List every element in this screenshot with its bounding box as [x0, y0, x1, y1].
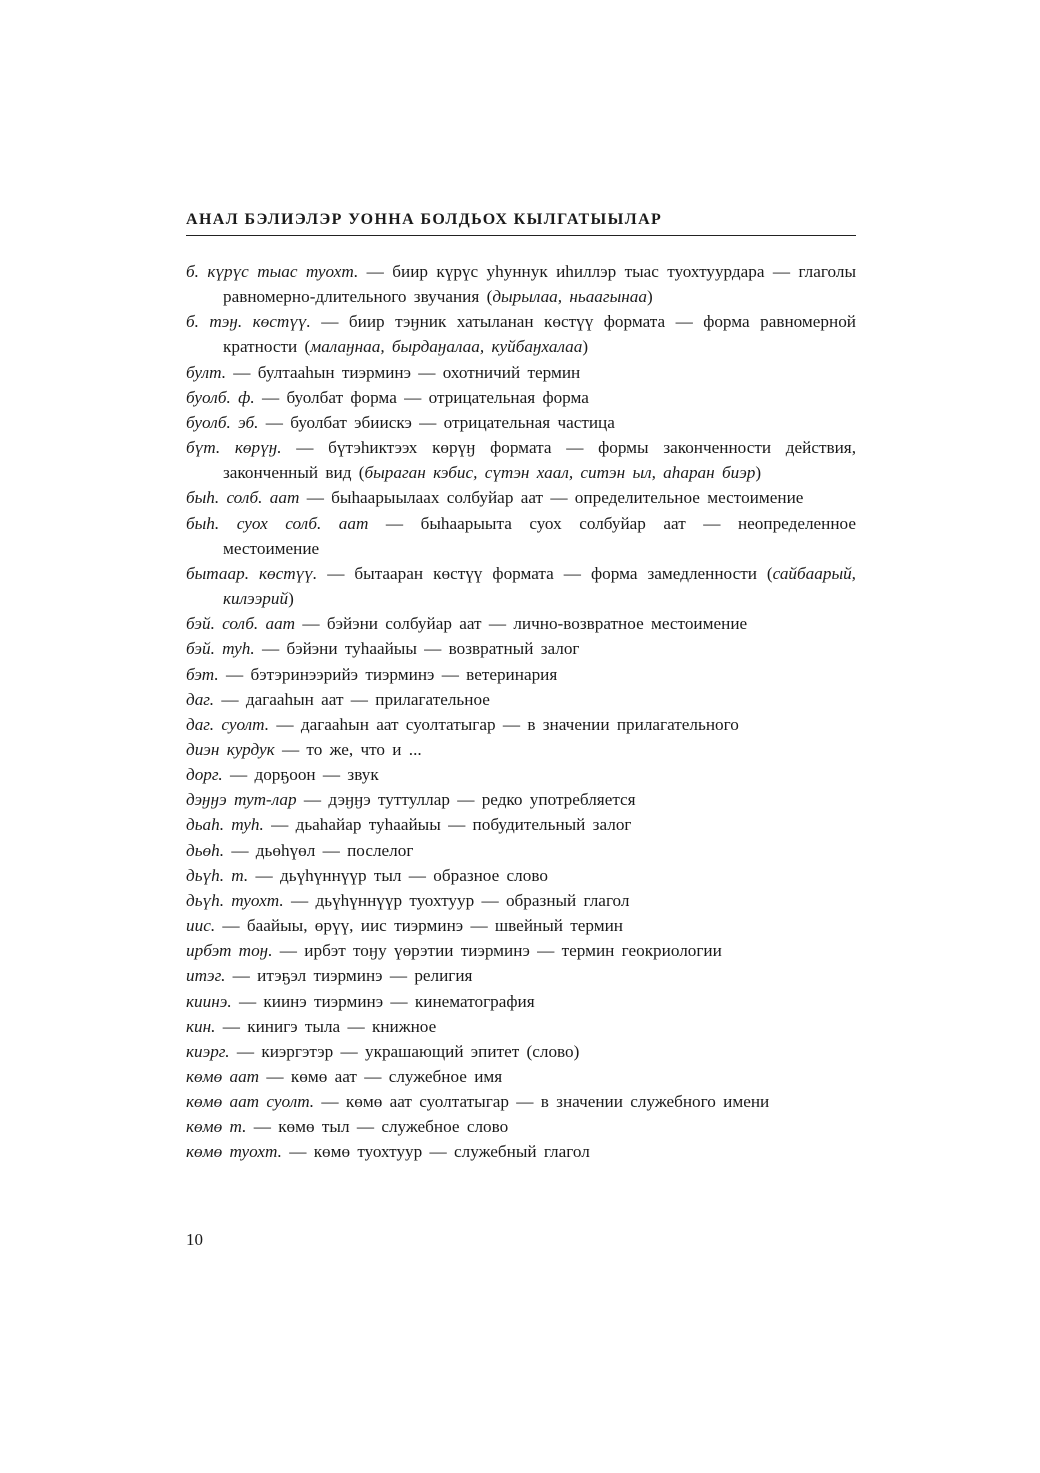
entry-abbreviation: бүт. көрүӈ.	[186, 438, 282, 458]
entry-definition: — бултааһын тиэрминэ — охотничий термин	[226, 362, 581, 382]
entry-definition: — биир күрүс уһуннук иһиллэр тыас туохтуурдара — глаголы равномерно-длительного звучания (	[223, 262, 856, 307]
abbreviation-entry	[186, 1064, 856, 1089]
abbreviation-entry	[186, 989, 856, 1014]
abbreviation-entry	[186, 410, 856, 435]
entry-abbreviation: иис.	[186, 916, 216, 936]
running-header	[186, 211, 856, 236]
abbreviation-entry	[186, 511, 856, 561]
entry-example: бырагaн кэбис, сүтэн хаал, ситэн ыл, аһаран биэр	[364, 463, 756, 483]
entry-abbreviation: быһ. суох солб. аат	[186, 513, 369, 533]
entry-definition: — биир тэӈник хатыланан көстүү формата — форма равномерной кратности (	[223, 312, 856, 357]
entry-definition: — бэйэни солбуйар аат — лично-возвратное местоимение	[295, 614, 748, 634]
page-number: 10	[186, 1230, 203, 1249]
abbreviation-entry	[186, 712, 856, 737]
entry-definition: — бытааран көстүү формата — форма замедленности (	[317, 563, 773, 583]
entry-example: сайбаарый, килээрий	[223, 563, 856, 609]
entry-abbreviation: бэт.	[186, 664, 219, 684]
abbreviation-entry	[186, 662, 856, 687]
entry-definition: — бэйэни туһаайыы — возвратный залог	[254, 639, 580, 659]
entry-abbreviation: киинэ.	[186, 991, 232, 1011]
entry-example: малаӈнаа, бырдаӈалаа, куйбаӈхалаа	[310, 337, 583, 357]
entry-definition: — дэӈӈэ туттуллар — редко употребляется	[296, 790, 636, 810]
abbreviation-entry	[186, 762, 856, 787]
entry-abbreviation: дьөһ.	[186, 840, 225, 860]
entry-definition: — дьүһүннүүр тыл — образное слово	[248, 865, 548, 885]
entry-abbreviation: даг. суолт.	[186, 714, 270, 734]
entry-abbreviation: б. күрүс тыас туохт.	[186, 262, 359, 281]
entry-definition: — көмө туохтуур — служебный глагол	[281, 1142, 590, 1162]
entry-abbreviation: бэй. туһ.	[186, 639, 255, 659]
entry-abbreviation: кин.	[186, 1016, 216, 1036]
abbreviation-entry	[186, 938, 856, 963]
abbreviation-entry	[186, 611, 856, 636]
entry-abbreviation: диэн курдук	[186, 739, 275, 759]
entry-abbreviation: бытаар. көстүү.	[186, 563, 318, 583]
abbreviation-entry	[186, 687, 856, 712]
abbreviation-entry	[186, 561, 856, 611]
entry-abbreviation: бэй. солб. аат	[186, 614, 296, 634]
abbreviation-entry	[186, 259, 856, 309]
entry-definition: — кинигэ тыла — книжное	[215, 1016, 437, 1036]
entry-closing: )	[755, 463, 762, 483]
abbreviation-entry	[186, 435, 856, 485]
entry-abbreviation: даг.	[186, 689, 215, 709]
abbreviation-entry	[186, 1014, 856, 1039]
entry-abbreviation: көмө туохт.	[186, 1142, 282, 1162]
entry-abbreviation: ирбэт тоӈ.	[186, 941, 273, 961]
abbreviation-entry	[186, 385, 856, 410]
entry-definition: — ирбэт тоӈу үөрэтии тиэрминэ — термин геокриологии	[272, 941, 722, 961]
entry-definition: — дьөһүөл — послелог	[224, 840, 414, 860]
entry-definition: — көмө аат суолтатыгар — в значении служебного имени	[314, 1092, 770, 1112]
entry-abbreviation: дьүһ. туохт.	[186, 890, 284, 910]
entry-abbreviation: б. тэӈ. көстүү.	[186, 312, 311, 332]
entry-abbreviation: быһ. солб. аат	[186, 488, 300, 508]
abbreviation-entry	[186, 913, 856, 938]
abbreviation-entry	[186, 787, 856, 812]
entry-abbreviation: буолб. эб.	[186, 412, 259, 432]
abbreviation-entry	[186, 737, 856, 762]
entry-definition: — быһаарыылаах солбуйар аат — определительное местоимение	[299, 488, 804, 508]
entry-definition: — быһаарыыта суох солбуйар аат — неопределенное местоимение	[223, 513, 856, 558]
abbreviation-list	[186, 259, 856, 1165]
entry-abbreviation: дьүһ. т.	[186, 865, 249, 885]
entry-abbreviation: итэг.	[186, 966, 226, 986]
entry-definition: — көмө аат — служебное имя	[259, 1067, 503, 1086]
entry-definition: — итэҕэл тиэрминэ — религия	[225, 966, 473, 986]
abbreviation-entry	[186, 1114, 856, 1139]
entry-definition: — дагааһын аат суолтатыгар — в значении прилагательного	[269, 714, 739, 734]
entry-abbreviation: көмө аат	[186, 1067, 260, 1086]
entry-example: дырылаа, ньаагынаа	[492, 287, 647, 307]
entry-definition: — буолбат форма — отрицательная форма	[254, 387, 589, 407]
header-title: АНАЛ БЭЛИЭЛЭР УОННА БОЛДЬОХ КЫЛГАТЫЫЛАР	[186, 211, 663, 228]
entry-abbreviation: дэӈӈэ тут-лар	[186, 790, 297, 810]
abbreviation-entry	[186, 360, 856, 385]
entry-closing: )	[582, 337, 589, 357]
entry-definition: — дьаһайар туһаайыы — побудительный залог	[263, 815, 632, 835]
entry-abbreviation: киэрг.	[186, 1041, 230, 1061]
abbreviation-entry	[186, 838, 856, 863]
abbreviation-entry	[186, 963, 856, 988]
entry-abbreviation: буолб. ф.	[186, 387, 255, 407]
entry-abbreviation: көмө аат суолт.	[186, 1092, 315, 1112]
abbreviation-entry	[186, 812, 856, 837]
entry-definition: — киинэ тиэрминэ — кинематография	[231, 991, 535, 1011]
abbreviation-entry	[186, 309, 856, 359]
entry-definition: — киэргэтэр — украшающий эпитет (слово)	[229, 1041, 580, 1061]
entry-definition: — бэтэринээрийэ тиэрминэ — ветеринария	[218, 664, 558, 684]
entry-definition: — дорҕоон — звук	[222, 765, 379, 785]
abbreviation-entry	[186, 888, 856, 913]
abbreviation-entry	[186, 485, 856, 510]
entry-definition: — буолбат эбиискэ — отрицательная частица	[258, 412, 615, 432]
entry-definition: — көмө тыл — служебное слово	[246, 1117, 509, 1137]
abbreviation-entry	[186, 1039, 856, 1064]
entry-definition: — то же, что и ...	[274, 739, 422, 759]
abbreviation-entry	[186, 636, 856, 661]
entry-definition: — баайыы, өрүү, иис тиэрминэ — швейный термин	[215, 916, 623, 936]
entry-definition: — дагааһын аат — прилагательное	[214, 689, 490, 709]
entry-abbreviation: булт.	[186, 362, 226, 382]
entry-abbreviation: көмө т.	[186, 1117, 247, 1137]
entry-definition: — дьүһүннүүр туохтуур — образный глагол	[283, 890, 630, 910]
entry-closing: )	[646, 287, 653, 307]
abbreviation-entry	[186, 1139, 856, 1164]
abbreviation-entry	[186, 1089, 856, 1114]
entry-abbreviation: дьаһ. туһ.	[186, 815, 264, 835]
entry-closing: )	[288, 589, 294, 609]
entry-definition: — бүтэһиктээх көрүӈ формата — формы законченности действия, законченный вид (	[223, 438, 856, 483]
entry-abbreviation: дорг.	[186, 765, 223, 785]
abbreviation-entry	[186, 863, 856, 888]
